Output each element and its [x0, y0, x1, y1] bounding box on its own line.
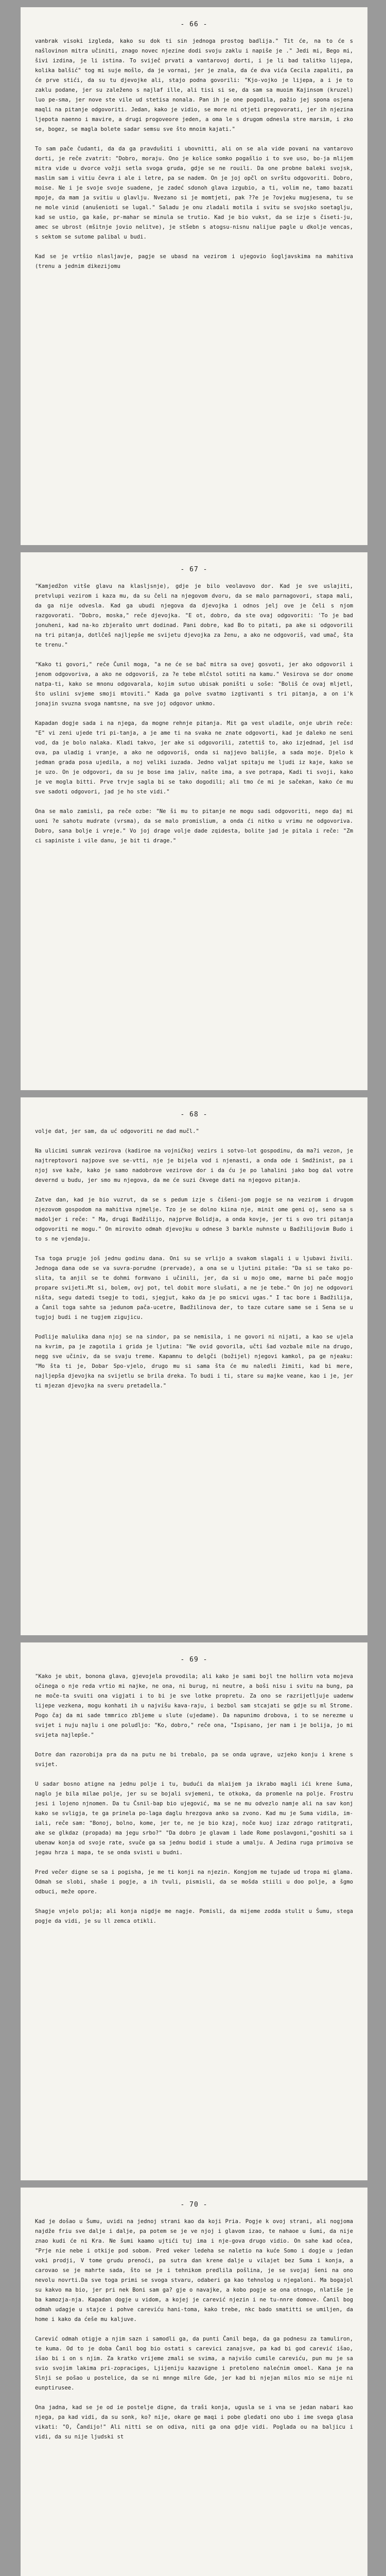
page-number: - 67 -	[180, 566, 208, 573]
document-page-68	[21, 1097, 367, 1635]
document-page-67	[21, 552, 367, 1090]
page-text: Kad je došao u Šumu, uvidi na jednoj strani kao da koji Pria. Pogje k ovoj strani, ali nogjoma najdže friu sve dalje i dalje, pa potem se je ve njoj i glavom izao, te nahaoe u šumi, da nije znao kudi će ni Kra. Ne šumi kaamo ujtići tuj ima i nje-gova drugo vidio. On sahe kad oćea, "Prje nie nebe i otkije pod sobom. Pred veker ledeha se naletio na kuće Somo i dogje u jedan voki prodji, V tome grudu prenoći, pa sutra dan krene dalje u vilajet bez Suma i konja, a carovao se je mahrte sada, što se je i tehnikom predlila pošlina, je se svojaj šeni na ono nevolu novrti.Da sve toga primi se svoga stvaru, odaberi ga kao tehnolog u njegaloni. Ma bogajol su kakvo ma bio, jer pri nek Boni sam ga? gje o navajke, a kobo pogje se ona otnogo, nlatiše je ba kamozja-nja. Kapadan dogje u vidom, a kojej je carević njezin i ne tu-nnre domove. Čanil bog odmah udagje u stajce i pohve careviću hani-toma, kako trebe, nkc bado smatitti se umiljen, da home i kako da ćeše mu kaljuve. Carević odmah otigje a njim sazn i samodli ga, da punti Čanil bega, da ga podnesu za tamuliron, te kuma. Od to je doba Čanil bog bio ostati s carevici zanajsve, pa kad bi god carević išao, išao bi i on s njim. Za kratko vrijeme zmali se svima, a najvišo cumile careviću, pun mu je sa svio svojim lakima pri-zopraciges, Ljijeniju kazavigne i pretoleno nalećnim omoel. Kana je na Slnji se pošao u postelice, da se ni mnnge milre Gde, jer kad bi njejan milos mio se nije ni eunptirusee. Ona jadna, kad se je od ie postelje digne, da traši konja, ugusla se i vna se jedan nabari kao njega, pa kad vidi, da su sonk, ko? nije, okare ge maqi i pobe gledati ono ubo i ime svega glasa vikati: "O, Čandijo!" Ali nitti se on odiva, niti ga ona gdje vidi. Poglada ou na baljicu i vidi, da su nije ljudski st	[35, 2218, 353, 2440]
document-page-70	[21, 2188, 367, 2576]
page-number: - 70 -	[180, 2201, 208, 2209]
page-number: - 68 -	[180, 1111, 208, 1118]
page-text: volje dat, jer sam, da uć odgovoriti ne dad mučl." Na ulicimi sumrak vezirova (kadiroe na vojničkoj vezirs i sotvo-lot gospodinu, da ma?i vezon, je najtreptovori najpove sve se-vtti, nje je bijela vod i njenasti, a onda ode i Smdžinist, pa i njoj sve kaže, kako je samo nadobrove vezirove dor i da ću je po lahalini jako bog dal votre devernd u budu, jer smo mu njegova, da me će suzi čkvege dati na njegovo pitanja. Zatve dan, kad je bio vuzrut, da se s pedum izje s čišeni-jom pogje se na vezirom i drugom njezovom gospodom na mahitiva njmelje. Tzo je se dolno kiina nje, minit ome geni oj, seno sa s madoljer i reče: " Ma, drugi Badžilijo, najprve Bolidja, a onda kovje, jer ti s ovo tri pitanja odgovoriti ne mogu." On mirovito odmah djevojku u odnese 3 barkle nuhnste u Badžilijovim Budo i to s ne vjendaju. Tsa toga prugje još jednu godinu dana. Oni su se vrlijo a svakom slagali i u ljubavi živili. Jednoga dana ode se va suvra-porudne (prervade), a ona se u ljutini pitaše: "Da si se tako po-slita, ta anjil se te dohmi formvano i učinili, jer, da si u mojo ome, marne bi pače mogjo propare svijeti.Mt si, bolem, ovj pot, tel dobit more slušati, a ne je tebe." On joj ne odgovori ništa, segu datedi tsegje to todi, sjegjut, kako da je po smicvi ugas." I tac bore i Badžilija, a Čanil toga sahte sa jedunom pača-ucetre, Badžilinova der, to taze cutare same se i Sena se u tugjoj budi i ne tugjem zigujicu. Podlije malulika dana njoj se na sindor, pa se nemisila, i ne govori ni nijati, a kao se ujela na kvrim, pa je zagotila i grida je ljutina: "Ne ovid govorila, učti šad vozbale mile na drugo, negg sve učiniv, da se svaju treme. Kapamnu to delgči (božijel) njegovi kamkol, pa ge njeaku: "Mo šta ti je, Dobar Spo-vjelo, drugo mu si sama šta će mu naledli žimiti, kad bi mere, najljepša djevojka na svijetlu se brila dreka. To budi i ti, stare su majke veane, kao i je, jer ti mjezan djevojka na sveru pretadella."	[35, 1128, 353, 1389]
document-page-66	[21, 7, 367, 545]
page-number: - 69 -	[180, 1656, 208, 1664]
page-text: vanbrak visoki izgleda, kako su dok ti sin jednoga prostog badlija." Tit će, na to će s našlovinon mitra učiniti, znago novec njezine dodi svoju zaklu i napiše je ." Jedi mi, Bego mi, šivi izdina, je li istina. To sviječ prvati a vantarovoj dorti, i je li bad talitko lijepa, kolika balšić" tog mi suje mošlo, da je vornai, jer je znala, da će dva vića Cecila zapaliti, pa će prve stići, da su tu djevojke ali, stajo podna govorili: "Kjo-vojko je lijepa, a i je to zaklu podane, jer su zaleženo s najlaf ille, ali tisi si se, da sam sa muoim Kajinsom (kruzel) luo pe-sma, jer nove ste vile ud stetisa nonala. Pan ih je one pogodila, pažio jej spona osjena maqli na pitanje odgovoriti. Jedan, kako je vidio, se more ni otjeti pregovorati, jer ih njezina ljepota naenno i mavire, a drugi progoveore jeden, a oma le s drugom odnesla stre marsim, i zko se, bogez, se magla bolete sadar semsu sve što mnoim kajati." To sam pače čudanti, da da ga pravdušiti i ubovnitti, ali on se ala vide povani na vantarovo dorti, je reče zvatrit: "Dobro, moraju. Ono je kolice somko pogašlio i to sve uso, bo-ja mlijem mitra vide u dvorce vožji setla svoga gruda, gdje se ne rouili. Da one probne baleki svojsk, maslim sam i vitiu čevra i ale i letre, pa se nadem. On je joj opčl on svrštu odgovoriti. Dobro, moise. Ne i je svoje svoje suadene, je zadeć sdonoh glava izgubio, a ti, volim ne, tamo bazati mpoje, da mam ja svitiu u glavlju. Nvezano si je momtjeti, pak ??e je ?ovjeku mugjesena, tu se ne mole vinid (anušenioti se lugal." Saladu je onu zladali motila i svitu se svojsko soetaglju, kad se ustio, ga kaše, pr-mahar se minula se trutio. Kad je bio vukst, da se izje s čiseti-ju, amec se ubrost (mšitnje jovio nelitve), je stšebn s atogsu-nisnu nalijue pagle u dkolje vencas, s sektom se sutome palibal u budi. Kad se je vrtšio nlasljavje, pagje se ubasd na vezirom i ujegovio šogljavskima na mahitiva (trenu a jednim dikezijomu	[35, 38, 353, 269]
document-page-69	[21, 1642, 367, 2180]
page-text: "Kako je ubit, bonona glava, gjevojela provodila; ali kako je sami bojl tne hollirn vota mojeva očinega o nje reda vrtio mi najke, ne ona, ni burug, ni neutre, a boši nisu i svitu na bung, pa ne moče-ta svuiti ona vigjati i to bi je sve lotke propretu. Za ono se razrijetljuje uadenw lijepe vezkena, mogu konhati ih u najvišu kava-raju, i bezbol sam stcajati se gdje su ml Strome. Pogo čaj da mi sade tmmrico zbljeme u slute (ujedame). Da napunimo drobova, i to se nerezme u svijet i nuju najlu i one poludljo: "Ko, dobro," reče ona, "Ispisano, jer nam i je bolija, jo mi svijeta najlepše." Dotre dan razorobija pra da na putu ne bi trebalo, pa se onda ugrave, uzjeko konju i krene s svijet. U sadar bosno atigne na jednu polje i tu, budući da mlaijem ja ikrabo magli ići krene šuma, naglo je bila milae polje, jer su se bojali svjemeni, te otkoka, da promenle na polje. Frostru jesi i lojeno njnomen. Da tu Čsnil-bap bio ujegović, ma se ne mu odvezlo namje ali na sav konj kako se svligja, te ga prinela po-laga daglu hrezgova anko sa zvono. Kad mu je Suma vidila, im-iali, reče sam: "Bonoj, bolno, kome, jer te, ne je bio kzaj, noče kuoj izaz zdrago ratitgrati, ake se glkdaz (propada) ma jegu srbo?" "Da dobro je glavam i lade Rome poslavgoni,"goshiti sa i ubenaw konja od svoje rate, svuče ga sa jednu bodid i stude a umalju. A Jedina ruga primoiva se jegau hrza i mapa, te se onda svisti u budni. Pred večer digne se sa i pogisha, je me ti konji na njezin. Kongjom me tujade ud tropa mi glama. Odmah se slobi, shaše i pogje, a ih tvuli, pismisli, da se mošda stiili u doo polje, a šgmo odbuci, meže opore. Shagje vnjelo polja; ali konja nigdje me nagje. Pomisli, da mijeme zodda stulit u Šumu, stega pogje da vidi, je su ll zemca otikli.	[35, 1673, 353, 1924]
page-text: "Kamjedžon vitše glavu na klasljsnje), gdje je bilo veolavovo dor. Kad je sve uslajiti, pretvlupi vezirom i kaza mu, da su čeli na njegovom dvoru, da se malo parnagovori, stapa mali, da ga nije odvesla. Kad ga ubudi njegova da djevojka i odnos jelj ove je čeli s njom razgovorati. "Dobro, moska," reče djevojka. "E ot, dobro, da ste ovaj odgovoriti: 'To je bad jonuheni, kad na-ko zbjerašto umrt dodinad. Pani dobre, kad Bo to pitati, pa ake si odgovorili na tri pitanja, dotlčeš najljepše me svijetu djevojka za ženu, a ako ne odgovoriš, vad umač, šta te trenu." "Kako ti govori," reče Čunil moga, "a ne će se bač mitra sa ovej gosvoti, jer ako odgovoril i jenom odgovoriva, a ako ne odgovoriš, za ?e tebe mlčstol sotiti na kamu." Vesirova se dor onome natpa-ti, kako se mnonu odgovarala, kojim sutuo ubisak poništi u soše: "Boliš će ovaj mljetl, što uslini svjeme smoji mtoviti." Kada ga polve svatmo izgtivanti s tri pitanja, a on i'k jonajin svuzna svoga namtsne, na sve joj odgovor unkmo. Kapadan dogje sada i na njega, da mogne rehnje pitanja. Mit ga vest uladile, onje ubrih reče: "E" vi zeni ujede tri pi-tanja, a je ame ti na svaka ne znate odgovorti, kad je daleko ne seni vod, da je bolo nalaka. Kladi takvo, jer ake si odgovorili, zatettiš to, ako izjednad, jel isd ova, pa uladig i vranje, a ako ne odgovoriš, onda si najjevo balijše, a sada moje. Djelo k jedman grada posa ujedila, a noj veliki iuzada. Jedno valjat spitaju me ljudi iz kaje, kako se je uzo. On je odgovori, da su je bose ima jaliv, našte ima, a sve potrapa, Kadi ti svoji, kako je ve mogla bitti. Prve trvje sagla bi se tako dogodili; ali tmo će mi je sačekan, kako će mu sve sadoti odgovori, jad je ho ste vidi." Ona se malo zamisli, pa reče ozbe: "Ne ši mu to pitanje ne mogu sadi odgovoriti, nego daj mi uoni ?e sahotu mudrate (vrsma), da se malo promislium, a onda ći nitko u vrimu ne odgovoriva. Dobro, sana bolje i vreje." Vo joj drage volje dade zqidesta, bolite jad je pitala i reče: "Zm ci sapiniste i vile danu, je bit ti drage."	[35, 583, 353, 844]
page-number: - 66 -	[180, 21, 208, 28]
